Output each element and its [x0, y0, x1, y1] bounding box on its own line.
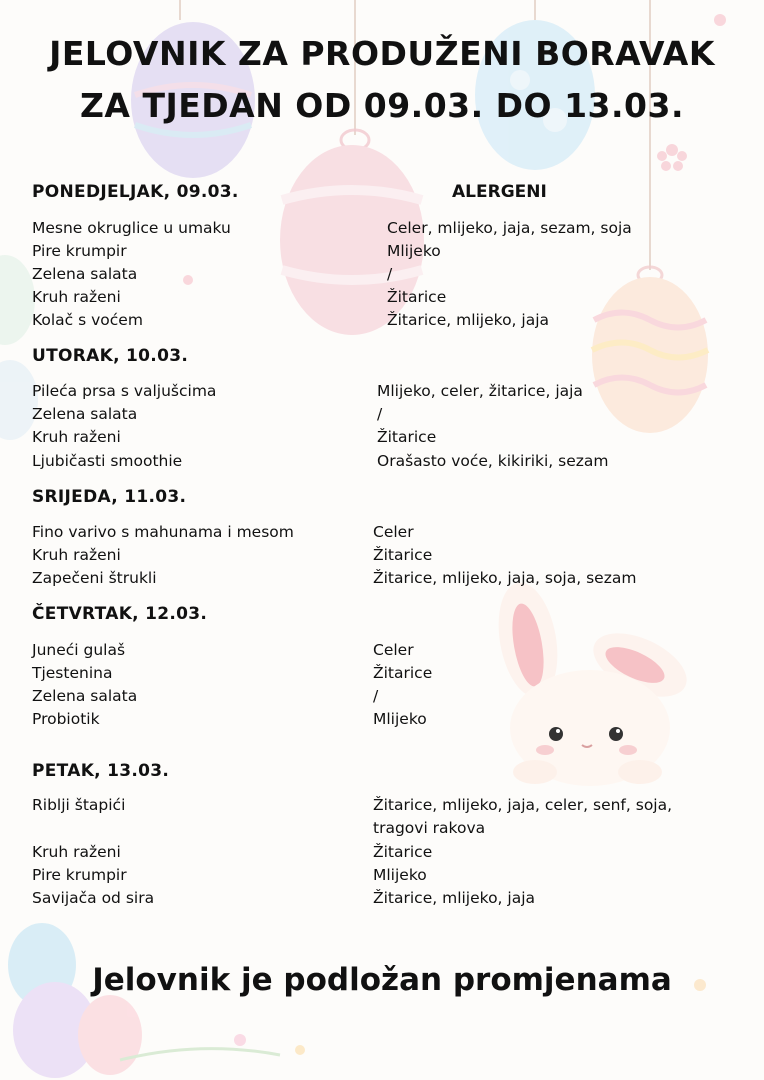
dish: Zelena salata	[32, 405, 138, 423]
allergen-list: Žitarice	[373, 843, 433, 861]
dish: Pire krumpir	[32, 242, 127, 260]
dish: Ljubičasti smoothie	[32, 452, 183, 470]
dish: Kruh raženi	[32, 428, 121, 446]
dish: Tjestenina	[32, 664, 113, 682]
allergen-list: Žitarice	[377, 428, 437, 446]
dish: Juneći gulaš	[32, 641, 126, 659]
allergen-list: /	[377, 405, 383, 423]
allergen-list: /	[387, 265, 393, 283]
day-heading-tuesday: UTORAK, 10.03.	[32, 346, 189, 366]
allergen-list: Mlijeko	[387, 242, 441, 260]
dish: Savijača od sira	[32, 889, 155, 907]
dish: Fino varivo s mahunama i mesom	[32, 523, 294, 541]
dish: Kolač s voćem	[32, 311, 143, 329]
dish: Probiotik	[32, 710, 100, 728]
allergen-list: Žitarice, mlijeko, jaja	[387, 311, 550, 329]
allergen-list: /	[373, 687, 379, 705]
allergen-list: Žitarice	[387, 288, 447, 306]
day-heading-wednesday: SRIJEDA, 11.03.	[32, 487, 187, 507]
day-heading-friday: PETAK, 13.03.	[32, 761, 170, 781]
allergen-list: Žitarice, mlijeko, jaja, soja, sezam	[373, 569, 637, 587]
dish: Pire krumpir	[32, 866, 127, 884]
allergen-list: Celer	[373, 523, 414, 541]
allergen-list: Celer, mlijeko, jaja, sezam, soja	[387, 219, 632, 237]
allergen-list: Celer	[373, 641, 414, 659]
footer-note: Jelovnik je podložan promjenama	[92, 962, 672, 998]
striped-egg-icon	[592, 267, 708, 433]
day-heading-thursday: ČETVRTAK, 12.03.	[32, 604, 208, 624]
dish: Zapečeni štrukli	[32, 569, 157, 587]
bottom-eggs-icon	[8, 923, 305, 1078]
flower-icon	[183, 14, 726, 991]
allergen-list: Mlijeko, celer, žitarice, jaja	[377, 382, 583, 400]
dish: Kruh raženi	[32, 843, 121, 861]
page-title-line2: ZA TJEDAN OD 09.03. DO 13.03.	[79, 86, 685, 125]
day-heading-monday: PONEDJELJAK, 09.03.	[32, 182, 239, 202]
bunny-icon	[490, 578, 696, 786]
dish: Zelena salata	[32, 265, 138, 283]
allergen-list: Mlijeko	[373, 866, 427, 884]
dish: Kruh raženi	[32, 546, 121, 564]
allergen-list: Žitarice, mlijeko, jaja	[373, 889, 536, 907]
dish: Zelena salata	[32, 687, 138, 705]
dish: Pileća prsa s valjušcima	[32, 382, 217, 400]
allergen-list: Žitarice, mlijeko, jaja, celer, senf, soja,	[373, 796, 673, 814]
dish: Mesne okruglice u umaku	[32, 219, 231, 237]
dish: Kruh raženi	[32, 288, 121, 306]
allergen-list: Mlijeko	[373, 710, 427, 728]
allergen-list-continued: tragovi rakova	[373, 819, 486, 837]
page-title-line1: JELOVNIK ZA PRODUŽENI BORAVAK	[49, 34, 715, 73]
allergen-list: Žitarice	[373, 664, 433, 682]
allergens-header: ALERGENI	[452, 182, 547, 202]
allergen-list: Orašasto voće, kikiriki, sezam	[377, 452, 609, 470]
dish: Riblji štapići	[32, 796, 126, 814]
allergen-list: Žitarice	[373, 546, 433, 564]
